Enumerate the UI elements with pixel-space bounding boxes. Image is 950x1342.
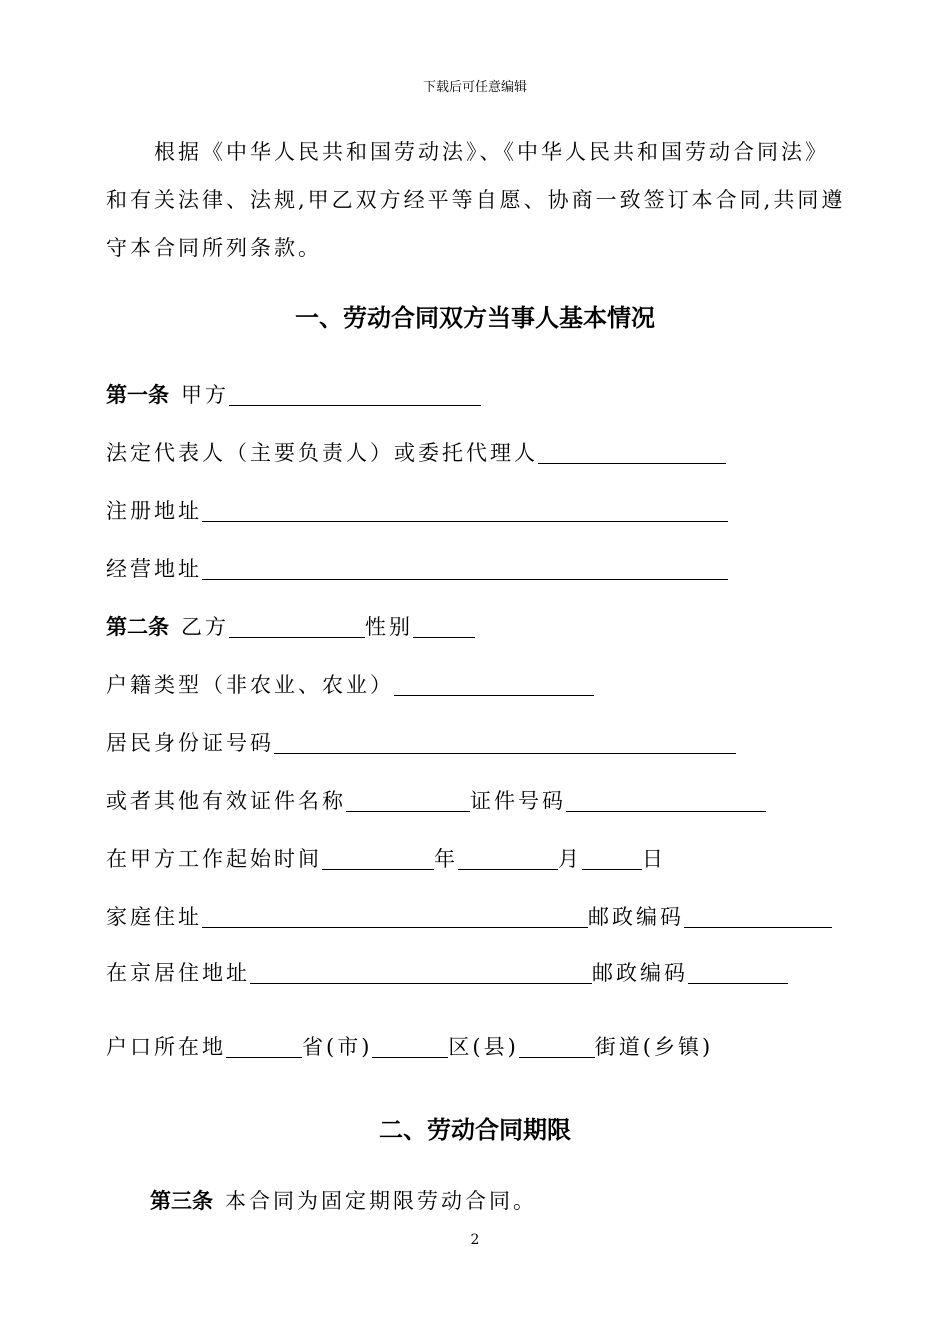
representative-blank[interactable] bbox=[538, 441, 726, 464]
id-number-blank[interactable] bbox=[274, 731, 736, 754]
beijing-zip-blank[interactable] bbox=[688, 961, 788, 984]
party-a-blank[interactable] bbox=[229, 383, 481, 406]
hukou-type-label: 户籍类型（非农业、农业） bbox=[106, 673, 394, 697]
article-3-text: 本合同为固定期限劳动合同。 bbox=[225, 1189, 537, 1213]
start-year-blank[interactable] bbox=[322, 847, 434, 870]
district-label: 区(县) bbox=[448, 1035, 519, 1059]
street-blank[interactable] bbox=[519, 1035, 595, 1058]
representative-label: 法定代表人（主要负责人）或委托代理人 bbox=[106, 441, 538, 465]
home-address-label: 家庭住址 bbox=[106, 905, 202, 929]
page-header: 下载后可任意编辑 bbox=[422, 80, 527, 95]
article-1 bbox=[106, 380, 481, 410]
province-blank[interactable] bbox=[226, 1035, 302, 1058]
district-blank[interactable] bbox=[372, 1035, 448, 1058]
hukou-type-blank[interactable] bbox=[394, 673, 594, 696]
day-label: 日 bbox=[642, 847, 666, 871]
article-3 bbox=[150, 1186, 537, 1216]
intro-line-3: 守本合同所列条款。 bbox=[106, 236, 322, 260]
article-2 bbox=[106, 612, 475, 642]
year-label: 年 bbox=[434, 847, 458, 871]
start-date-line bbox=[106, 844, 666, 874]
hukou-type-line bbox=[106, 670, 594, 700]
beijing-address-label: 在京居住地址 bbox=[106, 961, 250, 985]
start-date-label: 在甲方工作起始时间 bbox=[106, 847, 322, 871]
beijing-address-line bbox=[106, 958, 788, 988]
registered-address-blank[interactable] bbox=[202, 499, 728, 522]
business-address-label: 经营地址 bbox=[106, 557, 202, 581]
beijing-address-blank[interactable] bbox=[250, 961, 592, 984]
start-day-blank[interactable] bbox=[582, 847, 642, 870]
gender-blank[interactable] bbox=[413, 615, 475, 638]
home-address-blank[interactable] bbox=[202, 905, 588, 928]
other-id-line bbox=[106, 786, 766, 816]
article-3-label: 第三条 bbox=[150, 1189, 213, 1213]
page-number: 2 bbox=[470, 1232, 480, 1248]
party-b-blank[interactable] bbox=[229, 615, 365, 638]
province-label: 省(市) bbox=[302, 1035, 373, 1059]
representative-line bbox=[106, 438, 726, 468]
beijing-zip-label: 邮政编码 bbox=[592, 961, 688, 985]
business-address-blank[interactable] bbox=[202, 557, 728, 580]
hukou-location-line bbox=[106, 1032, 713, 1062]
article-1-label: 第一条 bbox=[106, 383, 169, 407]
business-address-line bbox=[106, 554, 728, 584]
hukou-location-label: 户口所在地 bbox=[106, 1035, 226, 1059]
id-number-line bbox=[106, 728, 736, 758]
registered-address-label: 注册地址 bbox=[106, 499, 202, 523]
intro-paragraph bbox=[106, 128, 851, 272]
other-id-name-label: 或者其他有效证件名称 bbox=[106, 789, 346, 813]
other-id-number-label: 证件号码 bbox=[470, 789, 566, 813]
section-1-title: 一、劳动合同双方当事人基本情况 bbox=[295, 304, 655, 332]
home-zip-blank[interactable] bbox=[684, 905, 832, 928]
start-month-blank[interactable] bbox=[458, 847, 558, 870]
other-id-number-blank[interactable] bbox=[566, 789, 766, 812]
other-id-name-blank[interactable] bbox=[346, 789, 470, 812]
home-zip-label: 邮政编码 bbox=[588, 905, 684, 929]
street-label: 街道(乡镇) bbox=[594, 1035, 714, 1059]
home-address-line bbox=[106, 902, 832, 932]
intro-line-1: 根据《中华人民共和国劳动法》、《中华人民共和国劳动合同法》 bbox=[154, 140, 829, 164]
section-2-title: 二、劳动合同期限 bbox=[379, 1116, 571, 1144]
party-a-label: 甲方 bbox=[181, 383, 229, 407]
party-b-label: 乙方 bbox=[181, 615, 229, 639]
registered-address-line bbox=[106, 496, 728, 526]
month-label: 月 bbox=[558, 847, 582, 871]
id-number-label: 居民身份证号码 bbox=[106, 731, 274, 755]
intro-line-2: 和有关法律、法规,甲乙双方经平等自愿、协商一致签订本合同,共同遵 bbox=[106, 188, 846, 212]
gender-label: 性别 bbox=[365, 615, 413, 639]
article-2-label: 第二条 bbox=[106, 615, 169, 639]
